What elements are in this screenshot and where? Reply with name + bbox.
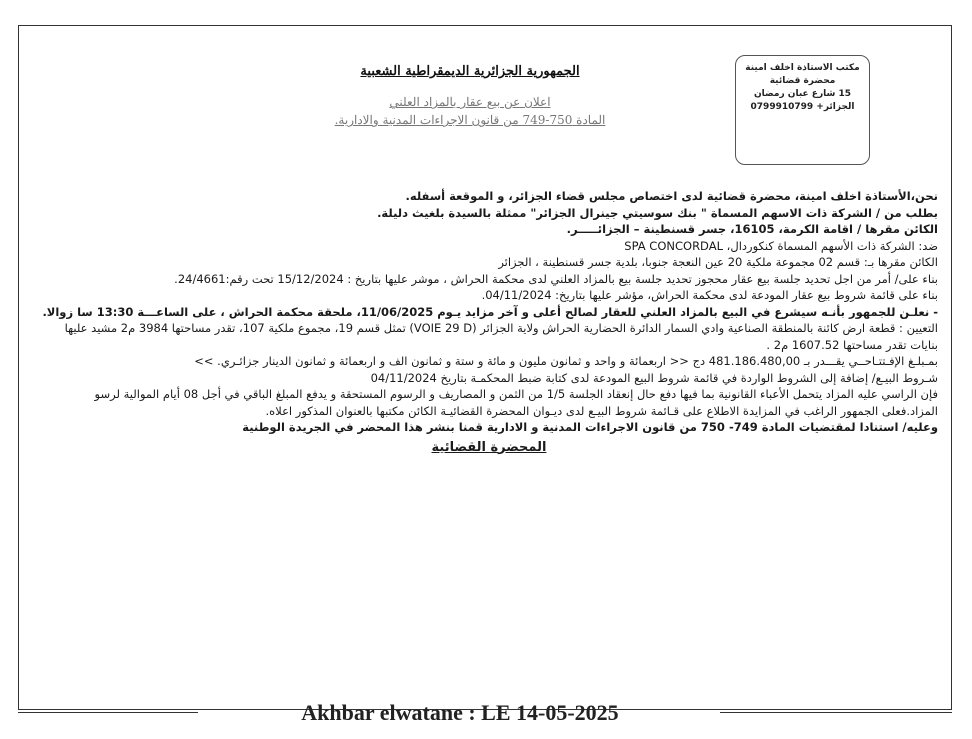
requester: بطلب من / الشركة ذات الاسهم المسماة " بنك سوسيتي جينرال الجزائر" ممثلة بالسيدة بلغيث دليلة.: [377, 205, 938, 220]
conditions-reference: بناء على قائمة شروط بيع عقار المودعة لدى محكمة الحراش، مؤشر عليها بتاريخ: 04/11/2024.: [481, 288, 938, 302]
stamp-office: مكتب الاستاذة اخلف امينة: [745, 63, 860, 73]
buyer-obligations: فإن الراسي عليه المزاد يتحمل الأعباء القانونية بما فيها دفع حال إنعقاد الجلسة 1/5 من الثمن و المصاريف و الرسوم المستحقة و يدفع المبلغ الباقي في أجل 08 أيام الموالية لرسو المزاد.فعلى الجمهور الراغب في المزايدة الاطلاع على قـائمة شروط البيـع لدى ديـوان المحضرة القضائيـة الكائن مكتبها بالعنوان المذكور اعلاه.: [94, 387, 938, 418]
bailiff-intro: نحن،الأستاذة اخلف امينة، محضرة قضائية لدى اختصاص مجلس قضاء الجزائر، و الموقعة أسفله.: [405, 189, 938, 203]
stamp-address: 15 شارع عبان رمضان: [753, 89, 852, 99]
defendant-address: الكائن مقرها بـ: قسم 02 مجموعة ملكية 20 عين النعجة جنوبا، بلدية جسر قسنطينة ، الجزائر: [498, 255, 938, 269]
stamp-role: محضرة قضائية: [769, 76, 836, 86]
auction-announcement: - نعلـن للجمهور بأنـه سيشرع في البيع بالمزاد العلني للعقار لصالح أعلى و آخر مزايد يـوم 11/06/2025، ملحقة محكمة الحراش ، على الساعـــة 13:30 سا زوالا.: [42, 304, 938, 319]
legal-article: المادة 750-749 من قانون الاجراءات المدنية والادارية.: [334, 113, 606, 127]
republic-title: الجمهورية الجزائرية الديمقراطية الشعبية: [360, 64, 580, 79]
notice-header: [310, 64, 630, 127]
stamp-phone: الجزائر+ 0799910799: [750, 102, 855, 112]
defendant: ضد: الشركة ذات الأسهم المسماة كنكوردال، SPA CONCORDAL: [624, 238, 938, 253]
publication-basis: وعليه/ استنادا لمقتضيات المادة 749- 750 من قانون الاجراءات المدنية و الادارية قمنا بنشر هذا المحضر في الجريدة الوطنية: [242, 420, 938, 434]
signature-label: المحضرة القضائية: [431, 439, 547, 455]
bailiff-stamp: [735, 55, 870, 165]
court-order: بناء على/ أمر من اجل تحديد جلسة بيع عقار محجوز تحديد جلسة بيع بالمزاد العلني لدى محكمة الحراش ، موشر عليها بتاريخ : 15/12/2024 تحت رقم:24/4661.: [174, 271, 938, 286]
notice-body: [40, 188, 938, 456]
sale-conditions: شـروط البيـع/ إضافة إلى الشروط الواردة في قائمة شروط البيع المودعة لدى كتابة ضبط المحكمـة بتاريخ 04/11/2024: [370, 370, 938, 385]
notice-subject: اعلان عن بيع عقار بالمزاد العلني: [389, 95, 551, 109]
publication-footer: Akhbar elwatane : LE 14-05-2025: [301, 700, 619, 725]
requester-address: الكائن مقرها / اقامة الكرمة، 16105، جسر قسنطينة – الجزائـــــر.: [566, 222, 938, 236]
property-description: التعيين : قطعة ارض كائنة بالمنطقة الصناعية وادي السمار الدائرة الحضارية الحراش ولاية الجزائر (VOIE 29 D) تمثل قسم 19، مجموع ملكية 107، تقدر مساحتها 3984 م2 مشيد عليها بنايات تقدر مساحتها 1607.52 م2 .: [64, 321, 938, 352]
opening-price: بمـبلـغ الإفـتتـاحــي يقـــدر بـ 481.186.480,00 دج << اربعمائة و واحد و ثمانون مليون و مائة و ستة و ثمانون الف و اربعمائة و ثمانون الدينار جزائـري. >>: [194, 354, 938, 368]
